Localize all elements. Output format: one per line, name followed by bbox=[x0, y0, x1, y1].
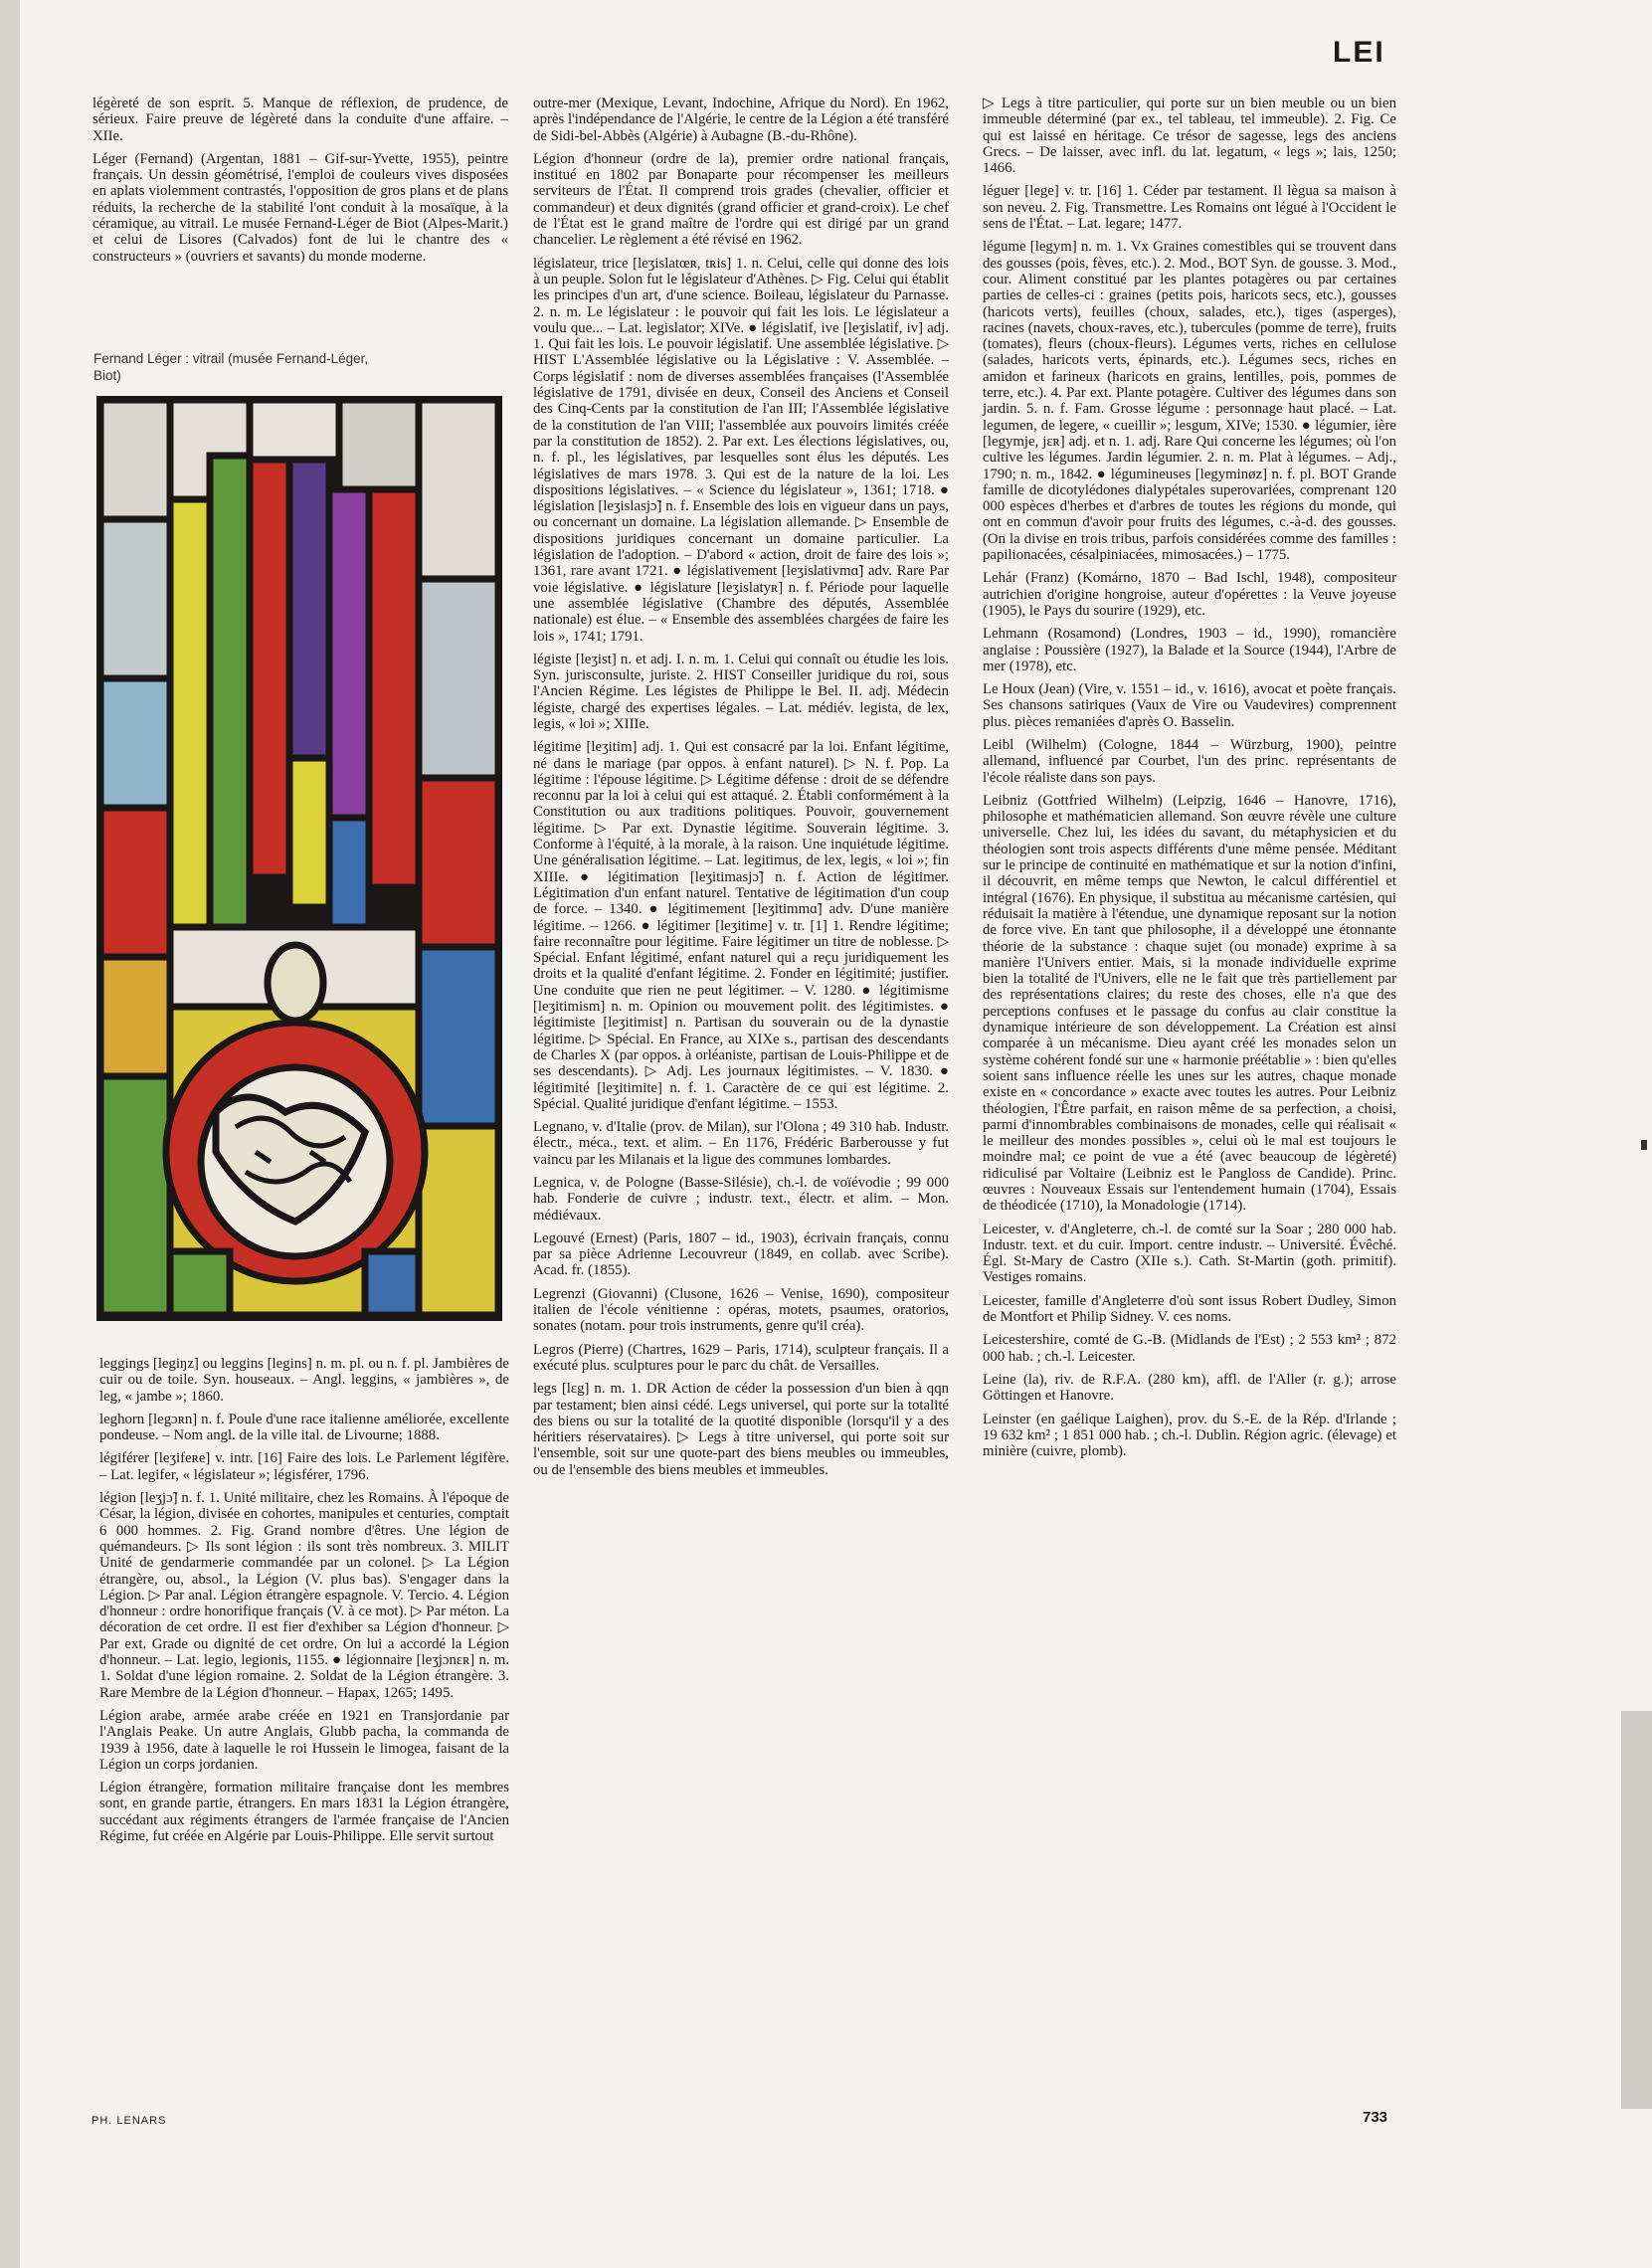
image-caption: Fernand Léger : vitrail (musée Fernand-Léger, Biot) bbox=[93, 351, 369, 383]
entry-leggings: leggings [legiŋz] ou leggins [legins] n. m. pl. ou n. f. pl. Jambières de cuir ou de toile. Syn. houseaux. – Angl. leggins, « jambières », de leg, « jambe »; 1860. bbox=[99, 1356, 509, 1405]
photo-credit: PH. LENARS bbox=[92, 2115, 167, 2127]
entry-lehar: Lehár (Franz) (Komárno, 1870 – Bad Ischl, 1948), compositeur autrichien d'origine hongroise, auteur d'opérettes : la Veuve joyeuse (1905), le Pays du sourire (1929), etc. bbox=[983, 570, 1396, 619]
entry-legs: legs [lɛg] n. m. 1. DR Action de céder la possession d'un bien à qqn par testament; bien ainsi cédé. Legs universel, qui porte sur la totalité des biens ou sur la totalité de la quotité disponible (lorsqu'il y a des héritiers réservataires). ▷ Legs à titre universel, qui porte soit sur l'ensemble, soit sur une quote-part des biens meubles ou immeubles, ou de l'ensemble des biens meubles et immeubles. bbox=[533, 1381, 949, 1478]
entry-leghorn: leghorn [legɔʀn] n. f. Poule d'une race italienne améliorée, excellente pondeuse. – Nom angl. de la ville ital. de Livourne; 1888. bbox=[99, 1411, 509, 1444]
binding-edge bbox=[0, 0, 20, 2268]
entry-le-houx: Le Houx (Jean) (Vire, v. 1551 – id., v. 1616), avocat et poète français. Ses chansons satiriques (Vaux de Vire ou Vaudevires) comprennent plus. pièces remaniées d'après O. Basselin. bbox=[983, 681, 1396, 730]
entry-legislateur: législateur, trice [leʒislatœʀ, tʀis] 1. n. Celui, celle qui donne des lois à un peuple. Solon fut le législateur d'Athènes. ▷ Fig. Celui qui établit les principes d'un art, d'une science. Boileau, législateur du Parnasse. 2. n. m. Le législateur : le pouvoir qui fait les lois. Le législateur a voulu que... – Lat. legislator; XIVe. ● législatif, ive [leʒislatif, iv] adj. 1. Qui fait les lois. Le pouvoir législatif. Une assemblée législative. ▷ HIST L'Assemblée législative ou la Législative : V. Assemblée. – Corps législatif : nom de diverses assemblées françaises (l'Assemblée législative de 1791, divisée en deux, Conseil des Anciens et Conseil des Cinq-Cents par la constitution de l'an III; l'Assemblée législative de la constitution de l'an VIII; l'assemblée aux pouvoirs limités créée par la constitution de 1852). 2. Par ext. Les élections législatives, ou, n. f. pl., les législatives, par lesquelles sont élus les députés. Les législatives de mars 1978. 3. Qui est de la nature de la loi. Les dispositions législatives. – « Science du législateur », 1361; 1718. ● législation [leʒislasjɔ̃] n. f. Ensemble des lois en vigueur dans un pays, ou concernant un domaine. La législation allemande. ▷ Ensemble de dispositions juridiques concernant un domaine particulier. La législation de l'adoption. – D'abord « action, droit de faire des lois »; 1361, rare avant 1721. ● législativement [leʒislativmɑ̃] adv. Rare Par voie législative. ● législature [leʒislatyʀ] n. f. Période pour laquelle une assemblée législative (Chambre des députés, Assemblée nationale) est élue. – « Ensemble des assemblées chargées de faire les lois », 1741; 1791. bbox=[533, 255, 949, 645]
entry-legume: légume [legym] n. m. 1. Vx Graines comestibles qui se trouvent dans des gousses (pois, fèves, etc.). 2. Mod., BOT Syn. de gousse. 3. Mod., cour. Aliment constitué par les plantes potagères ou par certaines parties de celles-ci : graines (petits pois, haricots secs, etc.), gousses (haricots verts), feuilles (choux, salades, etc.), tiges (asperges), racines (navets, choux-raves, etc.), tubercules (pomme de terre), fruits (tomates), fleurs (choux-fleurs). Légumes verts, riches en cellulose (salades, haricots verts, épinards, etc.). Légumes secs, riches en amidon et farineux (haricots en grains, lentilles, pois, pommes de terre, etc.). 4. Par ext. Plante potagère. Cultiver des légumes dans son jardin. 5. n. f. Fam. Grosse légume : personnage haut placé. – Lat. legumen, de legere, « cueillir »; lesgum, XIVe; 1530. ● légumier, ière [legymje, jɛʀ] adj. et n. 1. adj. Rare Qui concerne les légumes; où l'on cultive les légumes. Jardin légumier. 2. n. m. Plat à légumes. – Adj., 1790; n. m., 1842. ● légumineuses [legyminøz] n. f. pl. BOT Grande famille de dicotylédones dialypétales superovariées, comprenant 120 000 espèces d'herbes et d'arbres de toutes les régions du monde, qui ont en commun d'avoir pour fruits des légumes, c.-à-d. des gousses. (On la divise en trois tribus, parfois considérées comme des familles : papilionacées, césalpiniacées, mimosacées.) – 1775. bbox=[983, 239, 1396, 564]
entry-leine: Leine (la), riv. de R.F.A. (280 km), affl. de l'Aller (r. g.); arrose Göttingen et Hanovre. bbox=[983, 1371, 1396, 1405]
entry-lehmann: Lehmann (Rosamond) (Londres, 1903 – id., 1990), romancière anglaise : Poussière (1927), la Balade et la Source (1944), l'Arbre de mer (1978), etc. bbox=[983, 626, 1396, 674]
entry-leicester-family: Leicester, famille d'Angleterre d'où sont issus Robert Dudley, Simon de Montfort et Philip Sidney. V. ces noms. bbox=[983, 1292, 1396, 1326]
running-head: LEI bbox=[1333, 36, 1385, 69]
entry-leinster: Leinster (en gaélique Laighen), prov. du S.-E. de la Rép. d'Irlande ; 19 632 km² ; 1 851 000 hab. ; ch.-l. Dublin. Région agric. (élevage) et minière (cuivre, plomb). bbox=[983, 1411, 1396, 1460]
column-1-bottom bbox=[99, 1356, 509, 1851]
entry-legnano: Legnano, v. d'Italie (prov. de Milan), sur l'Olona ; 49 310 hab. Industr. électr., méca., text. et alim. – En 1176, Frédéric Barberousse y fut vaincu par les Milanais et la ligue des communes lombardes. bbox=[533, 1119, 949, 1168]
entry-legs-cont: ▷ Legs à titre particulier, qui porte sur un bien meuble ou un bien immeuble déterminé (par ex., tel tableau, tel immeuble). 2. Fig. Ce qui est laissé en héritage. Ce trésor de sagesse, legs des anciens Grecs. – De laisser, avec infl. du lat. legatum, « legs »; lais, 1250; 1466. bbox=[983, 95, 1396, 177]
entry-legnica: Legnica, v. de Pologne (Basse-Silésie), ch.-l. de voïévodie ; 99 000 hab. Fonderie de cuivre ; industr. text., électr. et alim. – Mon. médiévaux. bbox=[533, 1175, 949, 1224]
entry-legion: légion [leʒjɔ̃] n. f. 1. Unité militaire, chez les Romains. À l'époque de César, la légion, divisée en cohortes, manipules et centuries, comptait 6 000 hommes. 2. Fig. Grand nombre d'êtres. Une légion de quémandeurs. ▷ Ils sont légion : ils sont très nombreux. 3. MILIT Unité de gendarmerie commandée par un colonel. ▷ La Légion étrangère, ou, absol., la Légion (V. plus bas). S'engager dans la Légion. ▷ Par anal. Légion étrangère espagnole. V. Tercio. 4. Légion d'honneur : ordre honorifique français (V. à ce mot). ▷ Par méton. La décoration de cet ordre. Il est fier d'exhiber sa Légion d'honneur. ▷ Par ext. Grade ou dignité de cet ordre. On lui a accordé la Légion d'honneur. – Lat. legio, legionis, 1155. ● légionnaire [leʒjɔnɛʀ] n. m. 1. Soldat d'une légion romaine. 2. Soldat de la Légion étrangère. 3. Rare Membre de la Légion d'honneur. – Hapax, 1265; 1495. bbox=[99, 1490, 509, 1701]
entry-leicestershire: Leicestershire, comté de G.-B. (Midlands de l'Est) ; 2 553 km² ; 872 000 hab. ; ch.-l. Leicester. bbox=[983, 1332, 1396, 1365]
column-3 bbox=[983, 95, 1396, 1466]
scan-mark bbox=[1641, 1140, 1647, 1150]
entry-leguer: léguer [lege] v. tr. [16] 1. Céder par testament. Il lègua sa maison à son neveu. 2. Fig. Transmettre. Les Romains ont légué à l'Occident le sens de l'État. – Lat. legare; 1477. bbox=[983, 183, 1396, 233]
entry-legiferer: légiférer [leʒifeʀe] v. intr. [16] Faire des lois. Le Parlement légifère. – Lat. legifer, « législateur »; légisférer, 1796. bbox=[99, 1450, 509, 1483]
entry-legros: Legros (Pierre) (Chartres, 1629 – Paris, 1714), sculpteur français. Il a exécuté plus. sculptures pour le parc du chât. de Versailles. bbox=[533, 1341, 949, 1374]
entry-legion-etrangere-cont: outre-mer (Mexique, Levant, Indochine, Afrique du Nord). En 1962, après l'indépendance de l'Algérie, le centre de la Légion a été transféré de Sidi-bel-Abbès (Algérie) à Aubagne (B.-du-Rhône). bbox=[533, 95, 949, 144]
entry-leibl: Leibl (Wilhelm) (Cologne, 1844 – Würzburg, 1900), peintre allemand, influencé par Courbet, l'un des princ. représentants de l'école réaliste dans son pays. bbox=[983, 736, 1396, 786]
entry-leibniz: Leibniz (Gottfried Wilhelm) (Leipzig, 1646 – Hanovre, 1716), philosophe et mathématicien allemand. Son œuvre révèle une culture universelle. Chez lui, les idées du savant, du métaphysicien et du théologien sont trois aspects différents d'une même pensée. Méditant sur le principe de continuité en mathématique et sur la notion d'infini, il découvrit, en même temps que Newton, le calcul différentiel et intégral (1676). En physique, il substitua au mécanisme cartésien, qui réduisait la matière à l'étendue, une dynamique reposant sur la notion de force vive. En tant que philosophe, il a développé une étonnante théorie de la substance : chaque sujet (ou monade) exprime à sa manière l'Univers entier. Mais, si la monade individuelle exprime bien la totalité de l'Univers, elle ne le fait que très partiellement par des représentations claires; du reste des choses, elle n'a que des perceptions confuses et le passage du confus au clair constitue la dynamique intérieure de son développement. La Création est ainsi comparée à un mécanisme. Dieu ayant créé les monades selon un système cohérent fondé sur une « harmonie préétablie » : bien qu'elles soient sans influence réelle les unes sur les autres, chaque monade existe en « concordance » exacte avec toutes les autres. Pour Leibniz théologien, l'Être parfait, en raison même de sa perfection, a choisi, parmi d'innombrables combinaisons de monades, celle qui réalisait « le meilleur des mondes possibles », celui où le mal est toujours le moindre mal; ce point de vue a été (avec beaucoup de légèreté) ridiculisé par Voltaire (Leibniz est le Pangloss de Candide). Princ. œuvres : Nouveaux Essais sur l'entendement humain (1704), Essais de théodicée (1710), la Monadologie (1714). bbox=[983, 792, 1396, 1215]
column-2 bbox=[533, 95, 949, 1485]
entry-legerete-end: légèreté de son esprit. 5. Manque de réflexion, de prudence, de sérieux. Faire preuve de légèreté dans la conduite d'une affaire. – XIIe. bbox=[92, 95, 508, 144]
stained-glass-window-image bbox=[96, 396, 502, 1321]
entry-leicester-city: Leicester, v. d'Angleterre, ch.-l. de comté sur la Soar ; 280 000 hab. Industr. text. et du cuir. Import. centre industr. – Université. Évêché. Égl. St-Mary de Castro (XIIe s.). Cath. St-Martin (goth. primitif). Vestiges romains. bbox=[983, 1221, 1396, 1286]
entry-legion-honneur: Légion d'honneur (ordre de la), premier ordre national français, institué en 1802 par Bonaparte pour récompenser les meilleurs serviteurs de l'État. Il comprend trois grades (chevalier, officier et commandeur) et deux dignités (grand officier et grand-croix). Le chef de l'État est le grand maître de l'ordre qui est dirigé par un grand chancelier. Le règlement a été révisé en 1962. bbox=[533, 150, 949, 249]
entry-legrenzi: Legrenzi (Giovanni) (Clusone, 1626 – Venise, 1690), compositeur italien de l'école vénitienne : opéras, motets, psaumes, oratorios, sonates (notam. pour trois instruments, genre qu'il créa). bbox=[533, 1285, 949, 1335]
column-1-top bbox=[92, 95, 508, 272]
page-shadow bbox=[1621, 1711, 1652, 2109]
entry-legion-arabe: Légion arabe, armée arabe créée en 1921 en Transjordanie par l'Anglais Peake. Un autre Anglais, Glubb pacha, la commanda de 1939 à 1956, date à laquelle le roi Hussein le limogea, faisant de la Légion un corps jordanien. bbox=[99, 1707, 509, 1773]
entry-legiste: légiste [leʒist] n. et adj. I. n. m. 1. Celui qui connaît ou étudie les lois. Syn. jurisconsulte, juriste. 2. HIST Conseiller juridique du roi, sous l'Ancien Régime. Les légistes de Philippe le Bel. II. adj. Médecin légiste, chargé des expertises légales. – Lat. médiév. legista, de lex, legis, « loi »; XIIIe. bbox=[533, 651, 949, 732]
entry-legouve: Legouvé (Ernest) (Paris, 1807 – id., 1903), écrivain français, connu par sa pièce Adrienne Lecouvreur (1849, en collab. avec Scribe). Acad. fr. (1855). bbox=[533, 1229, 949, 1279]
entry-leger-fernand: Léger (Fernand) (Argentan, 1881 – Gif-sur-Yvette, 1955), peintre français. Un dessin géométrisé, l'emploi de couleurs vives disposées en aplats violemment contrastés, l'opposition de gros plans et de plans réduits, la recherche de la stabilité l'ont conduit à la mosaïque, à la céramique, au vitrail. Le musée Fernand-Léger de Biot (Alpes-Marit.) et celui de Lisores (Calvados) font de lui le chantre des « constructeurs » (ouvriers et savants) du monde moderne. bbox=[92, 150, 508, 265]
page-number: 733 bbox=[1363, 2109, 1388, 2126]
entry-legitime: légitime [leʒitim] adj. 1. Qui est consacré par la loi. Enfant légitime, né dans le mariage (par oppos. à enfant naturel). ▷ N. f. Pop. La légitime : l'épouse légitime. ▷ Légitime défense : droit de se défendre reconnu par la loi à celui qui est attaqué. 2. Établi conformément à la Constitution ou aux traditions politiques. Pouvoir, gouvernement légitime. ▷ Par ext. Dynastie légitime. Souverain légitime. 3. Conforme à l'équité, à la morale, à la raison. Une inquiétude légitime. Une généralisation légitime. – Lat. legitimus, de lex, legis, « loi »; fin XIIIe. ● légitimation [leʒitimasjɔ̃] n. f. Action de légitimer. Légitimation d'un enfant naturel. Tentative de légitimation d'un coup de force. – 1340. ● légitimement [leʒitimmɑ̃] adv. D'une manière légitime. – 1266. ● légitimer [leʒitime] v. tr. [1] 1. Rendre légitime; faire reconnaître pour légitime. Faire légitimer un titre de noblesse. ▷ Spécial. Enfant légitimé, enfant naturel qui a reçu juridiquement les droits et la qualité d'enfant légitime. 2. Fonder en légitimité; justifier. Une conduite que rien ne peut légitimer. – V. 1280. ● légitimisme [leʒitimism] n. m. Opinion ou mouvement polit. des légitimistes. ● légitimiste [leʒitimist] n. Partisan du souverain ou de la dynastie légitime. ▷ Spécial. En France, au XIXe s., partisan des descendants de Charles X (par oppos. à orléaniste, partisan de Louis-Philippe et de ses descendants). ▷ Adj. Les journaux légitimistes. – V. 1830. ● légitimité [leʒitimite] n. f. 1. Caractère de ce qui est légitime. 2. Spécial. Qualité juridique d'enfant légitime. – 1553. bbox=[533, 739, 949, 1112]
entry-legion-etrangere: Légion étrangère, formation militaire française dont les membres sont, en grande partie, étrangers. En mars 1831 la Légion étrangère, succédant aux régiments étrangers de l'armée française de l'Ancien Régime, fut créée en Algérie par Louis-Philippe. Elle servit surtout bbox=[99, 1780, 509, 1845]
